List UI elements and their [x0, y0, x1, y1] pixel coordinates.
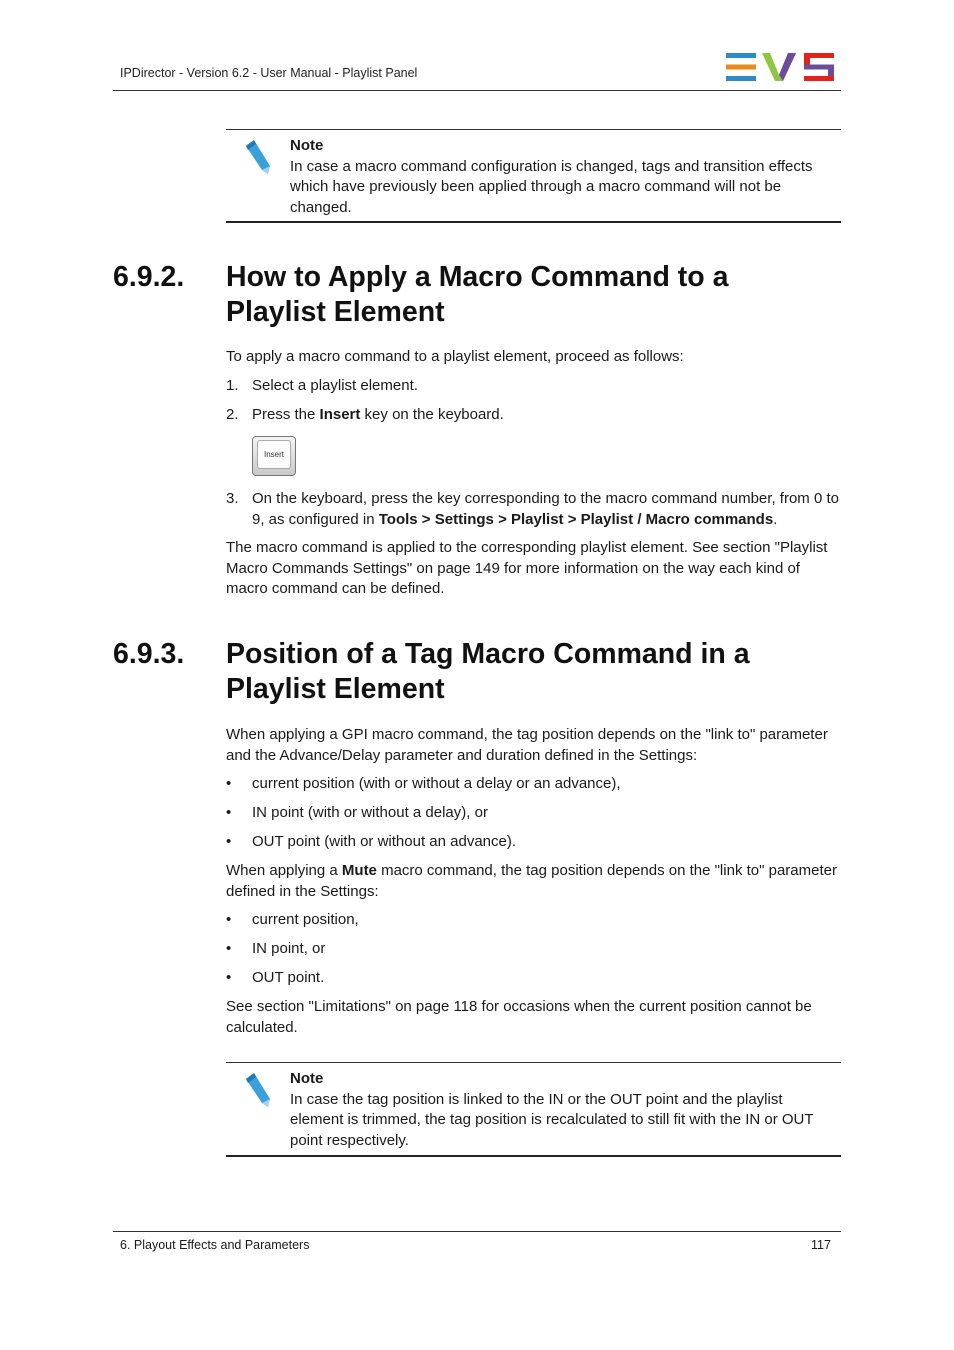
- page-number: 117: [811, 1238, 831, 1252]
- section-number: 6.9.3.: [113, 638, 185, 670]
- list-item: OUT point.: [252, 969, 325, 986]
- bullet: •: [226, 833, 232, 850]
- section-title: How to Apply a Macro Command to a Playlist Element: [226, 261, 729, 328]
- section-number: 6.9.2.: [113, 261, 185, 293]
- note-text: In case a macro command configuration is changed, tags and transition effects which have previously been applied through a macro command will not be changed.: [290, 157, 813, 216]
- list-marker: 2.: [226, 406, 239, 423]
- running-header: IPDirector - Version 6.2 - User Manual - Playlist Panel: [120, 66, 418, 80]
- list-item: IN point, or: [252, 940, 326, 957]
- paragraph: To apply a macro command to a playlist element, proceed as follows:: [226, 348, 684, 365]
- paragraph: See section "Limitations" on page 118 for occasions when the current position cannot be calculated.: [226, 998, 812, 1036]
- footer-chapter: 6. Playout Effects and Parameters: [120, 1238, 310, 1252]
- note-title: Note: [290, 137, 324, 154]
- pencil-icon: [240, 1071, 276, 1111]
- paragraph: When applying a Mute macro command, the tag position depends on the "link to" parameter defined in the Settings:: [226, 862, 837, 900]
- note-title: Note: [290, 1070, 324, 1087]
- note-box: [226, 1062, 841, 1157]
- list-item: current position,: [252, 911, 359, 928]
- bullet: •: [226, 775, 232, 792]
- list-marker: 3.: [226, 490, 239, 507]
- insert-key-image: [252, 436, 296, 476]
- bullet: •: [226, 940, 232, 957]
- header-rule: [113, 90, 841, 91]
- note-text: In case the tag position is linked to the IN or the OUT point and the playlist element is trimmed, the tag position is recalculated to still fit with the IN or OUT point respectively.: [290, 1090, 814, 1149]
- list-item: On the keyboard, press the key corresponding to the macro command number, from 0 to 9, as configured in Tools > Settings > Playlist > Playlist / Macro commands.: [252, 490, 839, 528]
- list-item: Press the Insert key on the keyboard.: [252, 406, 504, 423]
- footer-rule: [113, 1231, 841, 1232]
- list-item: Select a playlist element.: [252, 377, 418, 394]
- list-item: IN point (with or without a delay), or: [252, 804, 488, 821]
- paragraph: The macro command is applied to the corresponding playlist element. See section "Playlist Macro Commands Settings" on page 149 for more information on the way each kind of macro command can be defined.: [226, 539, 828, 597]
- insert-key-label: Insert: [257, 440, 291, 469]
- bullet: •: [226, 969, 232, 986]
- bullet: •: [226, 911, 232, 928]
- list-item: current position (with or without a delay or an advance),: [252, 775, 621, 792]
- pencil-icon: [240, 138, 276, 178]
- section-title: Position of a Tag Macro Command in a Playlist Element: [226, 638, 750, 705]
- evs-logo: [726, 53, 834, 81]
- list-marker: 1.: [226, 377, 239, 394]
- paragraph: When applying a GPI macro command, the tag position depends on the "link to" parameter and the Advance/Delay parameter and duration defined in the Settings:: [226, 726, 828, 764]
- bullet: •: [226, 804, 232, 821]
- note-box: [226, 129, 841, 223]
- list-item: OUT point (with or without an advance).: [252, 833, 517, 850]
